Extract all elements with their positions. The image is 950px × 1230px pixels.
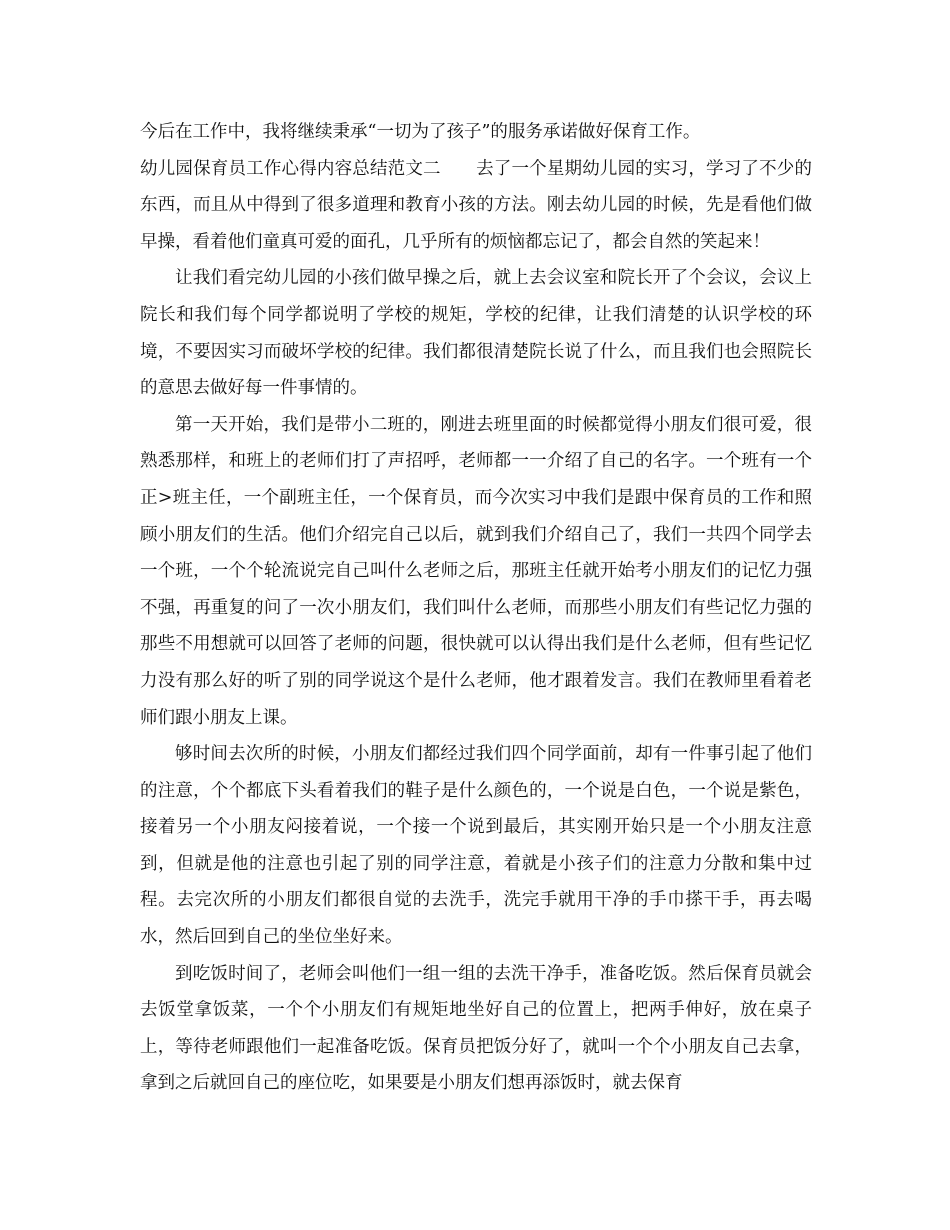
- paragraph-mealtime: 到吃饭时间了，老师会叫他们一组一组的去洗干净手，准备吃饭。然后保育员就会去饭堂拿饭菜，一个个小朋友们有规矩地坐好自己的位置上，把两手伸好，放在桌子上，等待老师跟他们一起准备吃饭。保育员把饭分好了，就叫一个个小朋友自己去拿，拿到之后就回自己的座位吃，如果要是小朋友们想再添饭时，就去保育: [140, 963, 812, 1094]
- document-body: [140, 114, 812, 1102]
- paragraph-restroom: 够时间去次所的时候，小朋友们都经过我们四个同学面前，却有一件事引起了他们的注意，个个都底下头看着我们的鞋子是什么颜色的，一个说是白色，一个说是紫色，接着另一个小朋友闷接着说，一个接一个说到最后，其实刚开始只是一个小朋友注意到，但就是他的注意也引起了别的同学注意，着就是小孩子们的注意力分散和集中过程。去完次所的小朋友们都很自觉的去洗手，洗完手就用干净的手巾搽干手，再去喝水，然后回到自己的坐位坐好来。: [140, 744, 812, 948]
- paragraph-closing-line: 今后在工作中，我将继续秉承“一切为了孩子”的服务承诺做好保育工作。: [140, 122, 701, 142]
- paragraph-first-day: 第一天开始，我们是带小二班的，刚进去班里面的时候都觉得小朋友们很可爱，很熟悉那样，和班上的老师们打了声招呼，老师都一一介绍了自己的名字。一个班有一个正>班主任，一个副班主任，一个保育员，而今次实习中我们是跟中保育员的工作和照顾小朋友们的生活。他们介绍完自己以后，就到我们介绍自己了，我们一共四个同学去一个班，一个个轮流说完自己叫什么老师之后，那班主任就开始考小朋友们的记忆力强不强，再重复的问了一次小朋友们，我们叫什么老师，而那些小朋友们有些记忆力强的那些不用想就可以回答了老师的问题，很快就可以认得出我们是什么老师，但有些记忆力没有那么好的听了别的同学说这个是什么老师，他才跟着发言。我们在教师里看着老师们跟小朋友上课。: [140, 414, 812, 728]
- paragraph-meeting: 让我们看完幼儿园的小孩们做早操之后，就上去会议室和院长开了个会议，会议上院长和我们每个同学都说明了学校的规矩，学校的纪律，让我们清楚的认识学校的环境，不要因实习而破坏学校的纪律。我们都很清楚院长说了什么，而且我们也会照院长的意思去做好每一件事情的。: [140, 268, 812, 399]
- paragraph-title-intro: 幼儿园保育员工作心得内容总结范文二 去了一个星期幼儿园的实习，学习了不少的东西，而且从中得到了很多道理和教育小孩的方法。刚去幼儿园的时候，先是看他们做早操，看着他们童真可爱的面孔，几乎所有的烦恼都忘记了，都会自然的笑起来！: [140, 158, 812, 252]
